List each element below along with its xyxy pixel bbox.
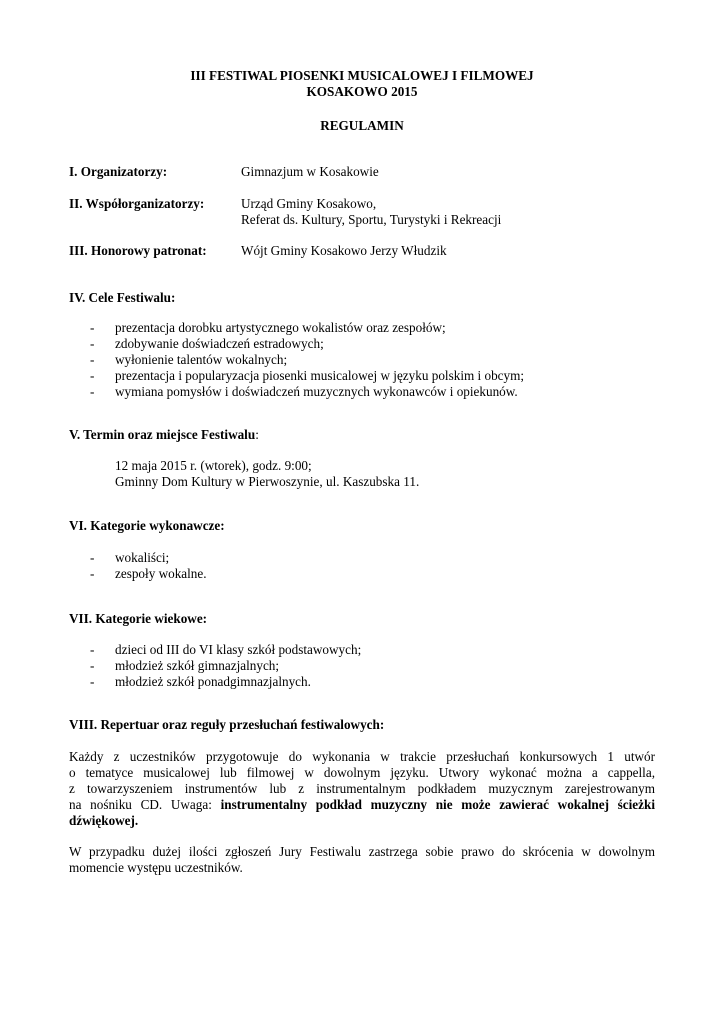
repertoire-paragraph-2 [69,844,655,876]
co-organizer-value-2: Referat ds. Kultury, Sportu, Turystyki i Rekreacji [241,212,502,227]
list-dash: - [90,336,95,351]
venue-place: Gminny Dom Kultury w Pierwoszynie, ul. Kaszubska 11. [115,474,420,489]
age-categories-heading: VII. Kategorie wiekowe: [69,611,208,626]
list-item: wymiana pomysłów i doświadczeń muzycznych wykonawców i opiekunów. [115,384,518,399]
co-organizer-value-1: Urząd Gminy Kosakowo, [241,196,377,211]
goals-heading: IV. Cele Festiwalu: [69,290,176,305]
list-item: prezentacja i popularyzacja piosenki musicalowej w języku polskim i obcym; [115,368,525,383]
venue-heading-text: V. Termin oraz miejsce Festiwalu [69,427,256,442]
list-dash: - [90,384,95,399]
paragraph-line-plain: na nośniku CD. Uwaga: [69,797,212,812]
list-item: młodzież szkół gimnazjalnych; [115,658,280,673]
patron-label: III. Honorowy patronat: [69,243,207,258]
paragraph-line [69,797,655,813]
paragraph-line: dźwiękowej. [69,813,139,828]
paragraph-line-bold: instrumentalny podkład muzyczny nie może zawierać wokalnej ścieżki [220,797,656,812]
list-item: wyłonienie talentów wokalnych; [115,352,288,367]
list-item: prezentacja dorobku artystycznego wokalistów oraz zespołów; [115,320,446,335]
list-dash: - [90,320,95,335]
list-item: zdobywanie doświadczeń estradowych; [115,336,324,351]
paragraph-line: o tematyce musicalowej lub filmowej w dowolnym języku. Utwory wykonać można a cappella, [69,765,655,780]
paragraph-line: z towarzyszeniem instrumentów lub z instrumentalnym podkładem muzycznym zarejestrowanym [69,781,655,796]
co-organizer-label: II. Współorganizatorzy: [69,196,205,211]
document-subtitle: REGULAMIN [320,118,404,133]
venue-heading-colon: : [255,427,259,442]
list-item: młodzież szkół ponadgimnazjalnych. [115,674,311,689]
list-dash: - [90,352,95,367]
list-dash: - [90,642,95,657]
list-dash: - [90,674,95,689]
paragraph-line: momencie występu uczestników. [69,860,243,875]
paragraph-line: Każdy z uczestników przygotowuje do wykonania w trakcie przesłuchań konkursowych 1 utwór [69,749,655,764]
list-dash: - [90,368,95,383]
title-line-2: KOSAKOWO 2015 [306,84,418,99]
venue-heading [69,427,259,443]
repertoire-heading: VIII. Repertuar oraz reguły przesłuchań festiwalowych: [69,717,385,732]
list-item: dzieci od III do VI klasy szkół podstawowych; [115,642,362,657]
list-dash: - [90,566,95,581]
patron-value: Wójt Gminy Kosakowo Jerzy Włudzik [241,243,447,258]
repertoire-paragraph-1 [69,749,655,829]
performer-categories-heading: VI. Kategorie wykonawcze: [69,518,225,533]
title-line-1: III FESTIWAL PIOSENKI MUSICALOWEJ I FILMOWEJ [190,68,534,83]
venue-date: 12 maja 2015 r. (wtorek), godz. 9:00; [115,458,312,473]
list-item: zespoły wokalne. [115,566,207,581]
list-item: wokaliści; [115,550,170,565]
organizer-value: Gimnazjum w Kosakowie [241,164,379,179]
paragraph-line: W przypadku dużej ilości zgłoszeń Jury Festiwalu zastrzega sobie prawo do skrócenia w dowolnym [69,844,655,859]
organizer-label: I. Organizatorzy: [69,164,168,179]
list-dash: - [90,550,95,565]
list-dash: - [90,658,95,673]
